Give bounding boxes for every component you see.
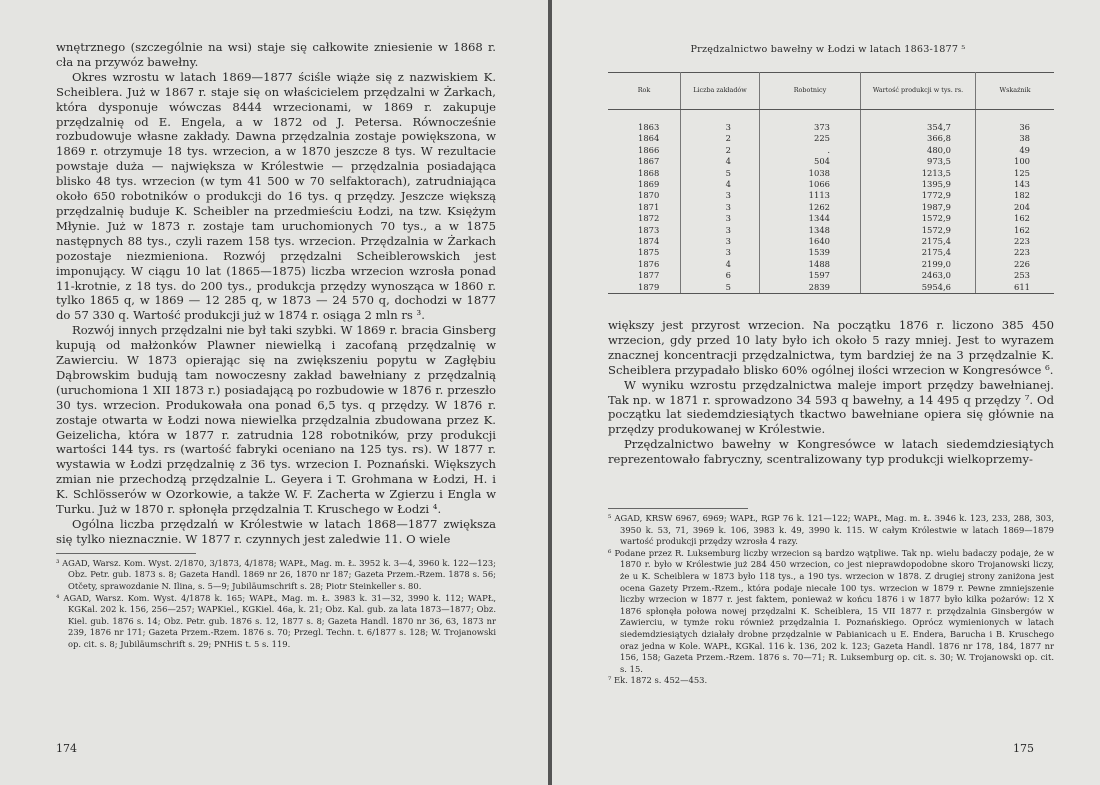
right-page [552,0,1100,785]
table-cell: 2175,4 [861,236,976,247]
table-cell: . [760,145,861,156]
left-page-text [56,40,496,651]
table-row [608,259,1054,270]
table-cell: 1877 [608,270,681,281]
table-row [608,110,1054,134]
table-cell: 1213,5 [861,168,976,179]
table-cell: 1395,9 [861,179,976,190]
table-cell: 1864 [608,133,681,144]
table-cell: 1572,9 [861,225,976,236]
column-header: Robotnicy [760,73,861,110]
table-cell: 373 [760,110,861,134]
table-cell: 1488 [760,259,861,270]
table-cell: 1344 [760,213,861,224]
table-cell: 1597 [760,270,861,281]
table-cell: 1872 [608,213,681,224]
table-cell: 4 [681,259,760,270]
table-cell: 1539 [760,247,861,258]
paragraph: wnętrznego (szczególnie na wsi) staje się całkowite zniesienie w 1868 r. cła na przywóz bawełny. [56,40,496,69]
paragraph: Okres wzrostu w latach 1869—1877 ściśle wiąże się z nazwiskiem K. Scheiblera. Już w 1867 r. staje się on właścicielem przędzalni w Żarkach, która dysponuje wówczas 8444 wrzecionami, w 1869 r. zakupuje przędzalnię od E. Engela, a w 1872 od J. Petersa. Równocześnie rozbudowuje własne zakłady. Dawna przędzalnia zostaje powiększona, w 1869 r. otrzymuje 18 tys. wrzecion, a w 1870 jeszcze 8 tys. W rezultacie powstaje duża — największa w Królestwie — przędzalnia posiadająca blisko 48 tys. wrzecion (w tym 41 500 w 70 selfaktorach), zatrudniająca około 650 robotników o produkcji do 16 tys. q przędzy. Jeszcze większą przędzalnię buduje K. Scheibler na przedmieściu Łodzi, na tzw. Księżym Młynie. Już w 1873 r. zostaje tam uruchomionych 70 tys., a w 1875 następnych 88 tys., czyli razem 158 tys. wrzecion. Przędzalnia w Żarkach pozostaje niezmieniona. Rozwój przędzalni Scheiblerowskich jest imponujący. W ciągu 10 lat (1865—1875) liczba wrzecion wzrosła ponad 11-krotnie, z 18 tys. do 200 tys., produkcja przędzy wynosząca w 1860 r. tylko 1865 q, w 1869 — 12 285 q, w 1873 — 24 570 q, dochodzi w 1877 do 57 330 q. Wartość produkcji już w 1874 r. osiąga 2 mln rs ³. [56,69,496,323]
table-cell: 38 [1019,133,1030,144]
table-row [608,179,1054,190]
table-cell: 1640 [760,236,861,247]
right-page-text [608,318,1054,467]
footnotes [56,558,496,651]
table-cell: 223 [1014,247,1030,258]
table-cell: 2 [681,145,760,156]
page-number: 174 [56,742,77,755]
table-cell: 1879 [608,282,681,294]
table-cell: 4 [681,179,760,190]
table-cell: 3 [681,236,760,247]
table-cell: 5 [681,282,760,294]
table-cell: 225 [760,133,861,144]
table-cell: 1348 [760,225,861,236]
table-cell: 253 [1014,270,1030,281]
table-cell: 3 [681,202,760,213]
table-cell: 162 [1014,213,1030,224]
table-cell: 1262 [760,202,861,213]
table-cell: 2199,0 [861,259,976,270]
column-header: Rok [608,73,681,110]
table-cell: 1772,9 [861,190,976,201]
table-cell: 504 [760,156,861,167]
paragraph: Ogólna liczba przędzalń w Królestwie w latach 1868—1877 zwiększa się tylko nieznacznie. W 1877 r. czynnych jest zaledwie 11. O wiele [56,517,496,546]
paragraph: Rozwój innych przędzalni nie był taki szybki. W 1869 r. bracia Ginsberg kupują od małżonków Plawner niewielką i zacofaną przędzalnię w Zawierciu. W 1873 opierając się na zwiększeniu popytu w Zagłębiu Dąbrowskim budują tam nowoczesny zakład bawełniany z przędzalnią (uruchomiona 1 XII 1873 r.) posiadającą po rozbudowie w 1876 r. przeszło 30 tys. wrzecion. Produkowała ona ponad 6,5 tys. q przędzy. W 1876 r. zostaje otwarta w Łodzi nowa niewielka przędzalnia zbudowana przez K. Geizelicha, która w 1877 r. zatrudnia 128 robotników, przy produkcji wartości 144 tys. rs (wartość fabryki oceniano na 125 tys. rs). W 1877 r. wystawia w Łodzi przędzalnię z 36 tys. wrzecion I. Poznański. Większych zmian nie przechodzą przędzalnie L. Geyera i T. Grohmana w Łodzi, H. i K. Schlösserów w Ozorkowie, a także W. F. Zacherta w Zgierzu i Engla w Turku. Już w 1870 r. spłonęła przędzalnia T. Kruschego w Łodzi ⁴. [56,323,496,517]
table-cell: 3 [681,247,760,258]
table-cell: 125 [1014,167,1030,178]
table-cell: 223 [1014,236,1030,247]
table-row [608,145,1054,156]
column-header: Wskaźnik [976,73,1055,110]
table-body [608,110,1054,294]
table-header-row [608,73,1054,110]
table-cell: 36 [1019,122,1030,132]
paragraph: większy jest przyrost wrzecion. Na początku 1876 r. liczono 385 450 wrzecion, gdy przed 10 laty było ich około 5 razy mniej. Jest to wyrazem znacznej koncentracji przędzalnictwa, tym bardziej że na 3 przędzalnie K. Scheiblera przypadało blisko 60% ogólnej ilości wrzecion w Kongresówce ⁶. [608,318,1054,377]
table-cell: 1867 [608,156,681,167]
table-cell: 3 [681,225,760,236]
table-row [608,190,1054,201]
table-cell: 611 [976,282,1055,294]
footnote: ⁷ Ek. 1872 s. 452—453. [608,675,708,686]
table-row [608,156,1054,167]
paragraph: Przędzalnictwo bawełny w Kongresówce w latach siedemdziesiątych reprezentowało fabryczny, scentralizowany typ produkcji wielkoprzemy- [608,437,1054,467]
table-cell: 2 [681,133,760,144]
table-row [608,236,1054,247]
footnote-divider [56,553,196,554]
table-row [608,225,1054,236]
table-cell: 354,7 [861,110,976,134]
table-cell: 480,0 [861,145,976,156]
table-row [608,133,1054,144]
table-cell: 2839 [760,282,861,294]
table-cell: 6 [681,270,760,281]
table-cell: 162 [1014,224,1030,235]
table-cell: 1866 [608,145,681,156]
footnote: ³ AGAD, Warsz. Kom. Wyst. 2/1870, 3/1873, 4/1878; WAPŁ, Mag. m. Ł. 3952 k. 3—4, 3960 k. 122—123; Obz. Petr. gub. 1873 s. 8; Gazeta Handl. 1869 nr 26, 1870 nr 187; Gazeta Przem.-Rzem. 1878 s. 56; Otčety, sprawozdanie N. Ilina, s. 5—9; Jubiläumschrift s. 28; Piotr Steinkeller s. 80. [56,557,496,591]
table-cell: 182 [1014,190,1030,201]
table-cell: 1066 [760,179,861,190]
table-cell: 1038 [760,168,861,179]
production-table [608,72,1054,294]
table-row [608,213,1054,224]
table-cell: 1868 [608,168,681,179]
table-cell: 1869 [608,179,681,190]
table-cell: 1113 [760,190,861,201]
table-cell: 3 [681,213,760,224]
table-cell: 1875 [608,247,681,258]
table-cell: 3 [681,190,760,201]
table-cell: 49 [1019,144,1030,155]
table-row [608,247,1054,258]
table-cell: 204 [1014,201,1030,212]
page-number: 175 [1013,742,1034,755]
table-cell: 226 [1014,258,1030,269]
table-cell: 2175,4 [861,247,976,258]
column-header: Liczba zakładów [681,73,760,110]
table-cell: 1987,9 [861,202,976,213]
table-row [608,270,1054,281]
footnotes [608,502,1054,687]
table-cell: 366,8 [861,133,976,144]
footnote-divider [608,508,748,509]
table-cell: 1874 [608,236,681,247]
footnote: ⁵ AGAD, KRSW 6967, 6969; WAPŁ, RGP 76 k. 121—122; WAPŁ, Mag. m. Ł. 3946 k. 123, 233, 288, 303, 3950 k. 53, 71, 3969 k. 106, 3983 k. 49, 3990 k. 115. W całym Królestwie w latach 1869—1879 wartość produkcji przędzy wzrosła 4 razy. [608,513,1054,547]
table-cell: 4 [681,156,760,167]
table-cell: 1572,9 [861,213,976,224]
table-cell: 143 [1014,179,1030,190]
table-cell: 1876 [608,259,681,270]
column-header: Wartość produkcji w tys. rs. [861,73,976,110]
footnote: ⁴ AGAD, Warsz. Kom. Wyst. 4/1878 k. 165; WAPŁ, Mag. m. Ł. 3983 k. 31—32, 3990 k. 112; WAPŁ, KGKal. 202 k. 156, 256—257; WAPKiel., KGKiel. 46a, k. 21; Obz. Kal. gub. za lata 1873—1877; Obz. Kiel. gub. 1876 s. 14; Obz. Petr. gub. 1876 s. 12, 1877 s. 8; Gazeta Handl. 1870 nr 36, 63, 1873 nr 239, 1876 nr 171; Gazeta Przem.-Rzem. 1876 s. 70; Przegl. Techn. t. 6/1877 s. 128; W. Trojanowski op. cit. s. 8; Jubiläumschrift s. 29; PNHiS t. 5 s. 119. [56,592,496,649]
table-cell: 1863 [608,110,681,134]
table-cell: 1873 [608,225,681,236]
table-cell: 100 [1014,156,1030,167]
table-cell: 5954,6 [861,282,976,294]
paragraph: W wyniku wzrostu przędzalnictwa maleje import przędzy bawełnianej. Tak np. w 1871 r. sprowadzono 34 593 q bawełny, a 14 495 q przędzy ⁷. Od początku lat siedemdziesiątych tkactwo bawełniane opiera się głównie na przędzy produkowanej w Królestwie. [608,377,1054,437]
table-cell: 1871 [608,202,681,213]
table-cell: 1870 [608,190,681,201]
table-cell: 5 [681,168,760,179]
table-title: Przędzalnictwo bawełny w Łodzi w latach 1863-1877 ⁵ [690,44,966,55]
footnote: ⁶ Podane przez R. Luksemburg liczby wrzecion są bardzo wątpliwe. Tak np. wielu badaczy podaje, że w 1870 r. było w Królestwie już 284 450 wrzecion, co jest nieprawdopodobne skoro Trojanowski liczy, że u K. Scheiblera w 1873 było 118 tys., a 190 tys. wrzecion w 1878. Z drugiej strony zaniżona jest ocena Gazety Przem.-Rzem., która podaje niecałe 100 tys. wrzecion w 1879 r. Pewne zmniejszenie liczby wrzecion w 1877 r. jest faktem, ponieważ w końcu 1876 i w 1877 było kilka pożarów: 12 X 1876 spłonęła połowa nowej przędzalni K. Scheiblera, 15 VII 1877 r. przędzalnia Ginsbergów w Zawierciu, w tymże roku również przędzalnia I. Poznańskiego. Oprócz wymienionych w latach siedemdziesiątych działały drobne przędzalnie w Pabianicach u E. Endera, Barucha i B. Kruschego oraz jedna w Kole. WAPŁ, KGKal. 116 k. 136, 202 k. 123; Gazeta Handl. 1876 nr 178, 184, 1877 nr 156, 158; Gazeta Przem.-Rzem. 1876 s. 70—71; R. Luksemburg op. cit. s. 30; W. Trojanowski op. cit. s. 15. [608,547,1054,674]
table-row [608,282,1054,294]
table-cell: 3 [681,110,760,134]
table-row [608,168,1054,179]
table-cell: 973,5 [861,156,976,167]
table-cell: 2463,0 [861,270,976,281]
left-page [0,0,548,785]
table-row [608,202,1054,213]
